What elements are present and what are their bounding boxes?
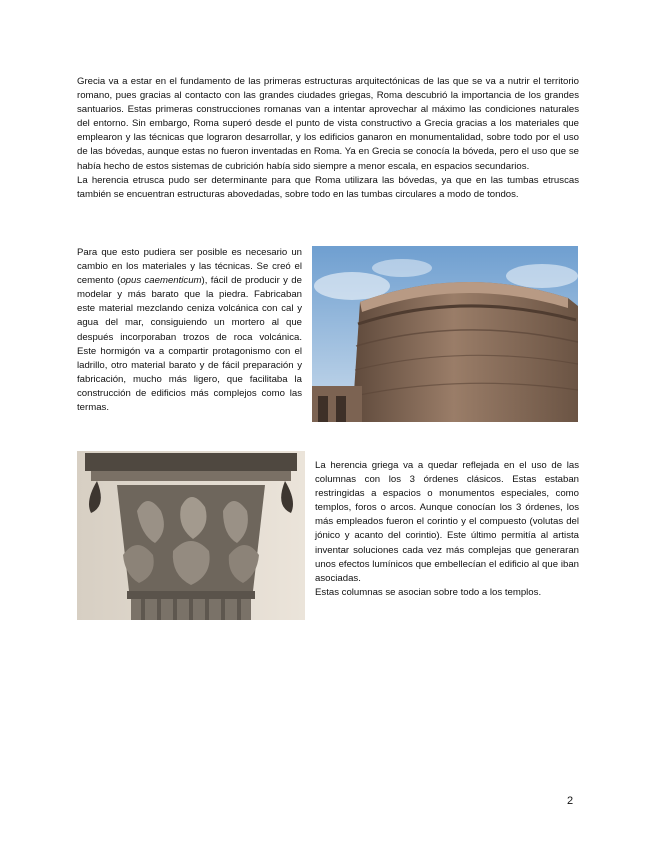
pantheon-drum-photo: [312, 246, 578, 422]
paragraph-etruscan-heritage: La herencia etrusca pudo ser determinante para que Roma utilizara las bóvedas, ya que en las tumbas etruscas también se encuentran estructuras abovedadas, sobre todo en las tumbas circulares a modo de tondos.: [77, 174, 579, 200]
paragraph-greek-foundation: Grecia va a estar en el fundamento de las primeras estructuras arquitectónicas de las que se va a nutrir el territorio romano, pues gracias al contacto con las grandes ciudades griegas, Roma descubrió la importancia de los grandes santuarios. Estas primeras construcciones romanas van a intentar aprovechar al máximo las condiciones naturales del entorno. Sin embargo, Roma superó desde el punto de vista constructivo a Grecia gracias a los materiales que emplearon y las técnicas que lograron desarrollar, y los edificios ganaron en monumentalidad, sobre todo por el uso de las bóvedas, aunque estas no fueron inventadas en Roma. Ya en Grecia se conocía la bóveda, pero el uso que se había hecho de estos sistemas de cubrición había sido siempre a menor escala, en espacios secundarios.: [77, 76, 579, 172]
materials-text-after: ), fácil de producir y de modelar y más barato que la piedra. Fabricaban este material mezclando ceniza volcánica con cal y agua del mar, consiguiendo un mortero al que después incorporaban trozos de roca volcánica. Este hormigón va a compartir protagonismo con el ladrillo, otro material barato y de fácil preparación y fabricación, mucho más ligero, que facilitaba la construcción de edificios más complejos como las termas.: [77, 275, 302, 414]
intro-text: [77, 75, 579, 202]
opus-caementicum-term: opus caementicum: [120, 275, 202, 287]
page-number: 2: [567, 795, 574, 807]
corinthian-capital-illustration: [77, 451, 305, 620]
paragraph-greek-orders: La herencia griega va a quedar reflejada en el uso de las columnas con los 3 órdenes clásicos. Estas estaban restringidas a espacios o monumentos especiales, como templos, foros o arcos. Aunque conocían los 3 órdenes, los más empleados fueron el corintio y el compuesto (volutas del jónico y acanto del corintio). Este último permitía al artista inventar soluciones cada vez más complejas que generaran unos efectos lumínicos que embellecían el edificio al que iban asociadas.: [315, 460, 579, 584]
materials-text-before: Para que esto pudiera ser posible es necesario un cambio en los materiales y las técnicas. Se creó el cemento (: [77, 247, 302, 287]
orders-text: [315, 459, 579, 600]
paragraph-materials: [77, 246, 302, 415]
paragraph-temples: Estas columnas se asocian sobre todo a los templos.: [315, 586, 542, 598]
